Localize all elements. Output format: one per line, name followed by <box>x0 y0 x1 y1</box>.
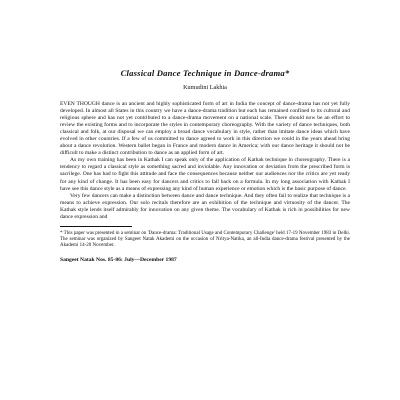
body-paragraph: EVEN THOUGH dance is an ancient and highly sophisticated form of art in India the concept of dance-drama has not yet fully developed. In almost all States in this country we have a dance-drama tradition but each has remained confined to its cultural and religious sphere and has not yet contributed to a dance-drama movement on a national scale. There should now be an effort to review the existing forms and to incorporate the styles in contemporary choreography. With the variety of dance techniques, both classical and folk, at our disposal we can employ a broad dance vocabulary in style, rather than imitate dance ideas which have evolved in other countries. If a few of us committed to dance agreed to work in this direction we could in the years ahead bring about a dance revolution. Western ballet began in France and modern dance in America; with our dance heritage it should not be difficult to make a distinct contribution to dance as an applied form of art. <box>60 101 350 157</box>
article-page <box>60 68 350 263</box>
article-title: Classical Dance Technique in Dance-drama* <box>120 68 290 78</box>
body-paragraph: As my own training has been in Kathak I can speak only of the application of Kathak technique in choreography. There is a tendency to regard a classical style as something sacred and inviolable. Any innovation or deviation from the prescribed form is sacrilege. One has had to fight this attitude and face the consequences because neither our audiences nor the critics are yet ready for any kind of change. It has been easy for dancers and critics to fall back on a formula. In my long association with Kathak I have see this dance style as a means of expressing any kind of human experience or emotion which is the basic purpose of dance. <box>60 157 350 192</box>
body-paragraph: Very few dancers can make a distinction between dance and dance technique. And they often fail to realize that technique is a means to achieve expression. Our solo recitals therefore are an exhibition of the technique and virtuosity of the dancer. The Kathak style lends itself admirably for innovation on any given theme. The vocabulary of Kathak is rich in possibilities for new dance expression and <box>60 192 350 220</box>
journal-footer: Sangeet Natak Nos. 85-86: July—December 1987 <box>60 256 177 263</box>
article-author: Kumudini Lakhia <box>183 84 227 91</box>
footnote-divider <box>60 226 132 227</box>
article-body <box>60 101 350 221</box>
footnote: * This paper was presented in a seminar on 'Dance-drama: Traditional Usage and Contemporary Challenge' held 17-19 November 1983 in Delhi. The seminar was organized by Sangeet Natak Akademi on the occasion of Nritya-Natika, an all-India dance-drama festival presented by the Akademi 14-20 November. <box>60 230 350 249</box>
